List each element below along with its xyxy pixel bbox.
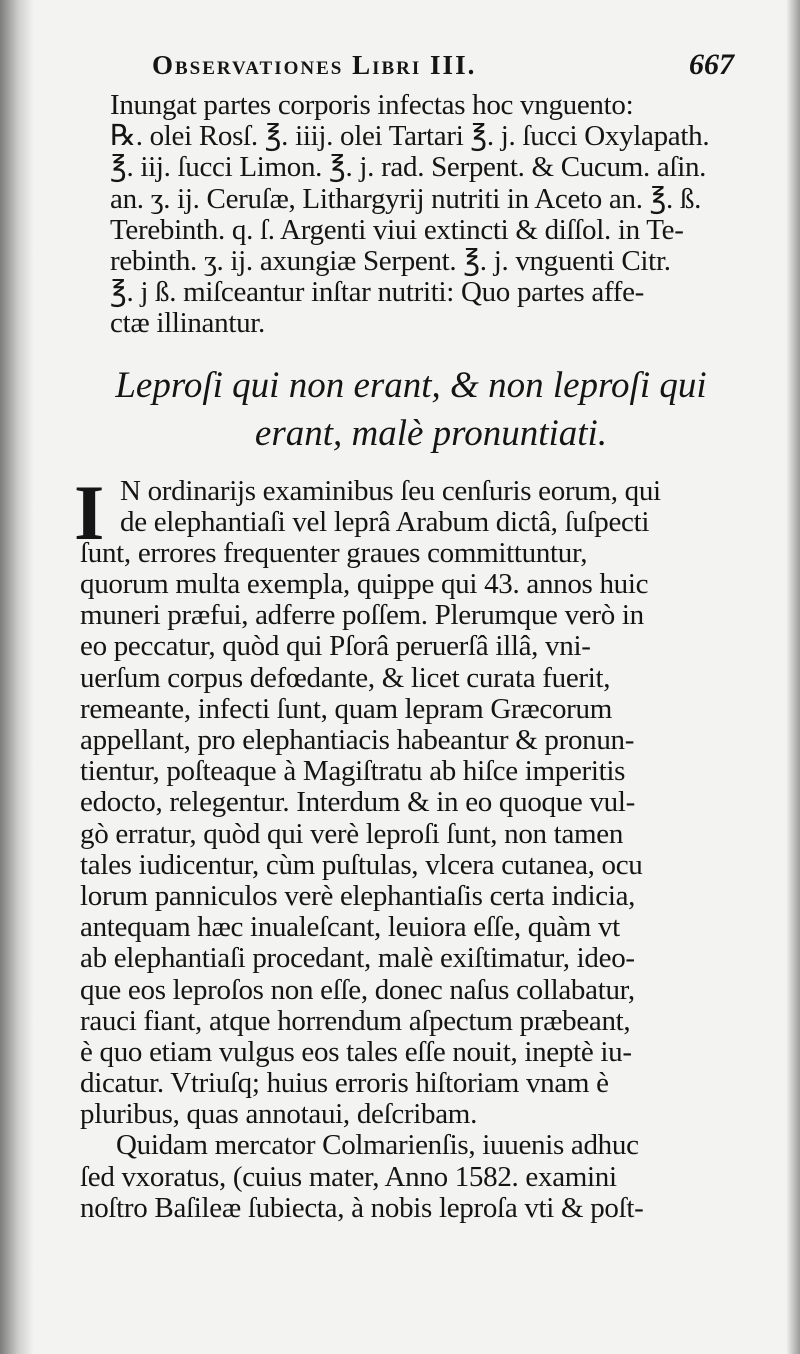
text-line: noſtro Baſileæ ſubiecta, à nobis leproſa vti & poſt-	[80, 1192, 644, 1224]
text-line: muneri præfui, adferre poſſem. Plerumque verò in	[80, 600, 644, 632]
text-line: de elephantiaſi vel leprâ Arabum dictâ, ſuſpecti	[120, 506, 650, 538]
text-line: eo peccatur, quòd qui Pſorâ peruerſâ illâ, vni-	[80, 631, 591, 663]
text-line: Terebinth. q. ſ. Argenti viui extincti & diſſol. in Te-	[110, 214, 684, 246]
text-line: quorum multa exempla, quippe qui 43. annos huic	[80, 569, 649, 601]
text-line: lorum panniculos verè elephantiaſis certa indicia,	[80, 880, 636, 912]
text-line: Inungat partes corporis infectas hoc vnguento:	[110, 90, 634, 121]
text-line: pluribus, quas annotaui, deſcribam.	[80, 1099, 478, 1131]
text-line: rebinth. ʒ. ij. axungiæ Serpent. ℥. j. vnguenti Citr.	[110, 245, 671, 277]
text-line: antequam hæc inualeſcant, leuiora eſſe, quàm vt	[80, 912, 620, 944]
text-line: tientur, poſteaque à Magiſtratu ab hiſce imperitis	[80, 756, 626, 788]
text-line: an. ʒ. ij. Ceruſæ, Lithargyrij nutriti in Aceto an. ℥. ß.	[110, 183, 702, 215]
text-line: ſunt, errores frequenter graues committuntur,	[80, 537, 588, 569]
text-line: dicatur. Vtriuſq; huius erroris hiſtoriam vnam è	[80, 1068, 609, 1100]
text-line: gò erratur, quòd qui verè leproſi ſunt, non tamen	[80, 818, 624, 850]
text-line: ℥. j ß. miſceantur inſtar nutriti: Quo partes affe-	[110, 277, 645, 309]
text-line: ab elephantiaſi procedant, malè exiſtimatur, ideo-	[80, 943, 635, 975]
prescription-block	[110, 90, 742, 340]
text-line: que eos leproſos non eſſe, donec naſus collabatur,	[80, 974, 635, 1006]
paragraph-1	[74, 468, 742, 1131]
running-title: Observationes Libri III.	[152, 50, 477, 80]
text-line: ctæ illinantur.	[110, 308, 265, 340]
text-line: edocto, relegentur. Interdum & in eo quoque vul-	[80, 787, 635, 819]
page-number: 667	[689, 48, 734, 81]
section-heading-line: erant, malè pronuntiati.	[254, 412, 608, 454]
section-heading-line: Leproſi qui non erant, & non leproſi qui	[115, 364, 707, 406]
section-heading	[80, 362, 742, 458]
text-line: Quidam mercator Colmarienſis, iuuenis adhuc	[116, 1130, 639, 1162]
drop-cap: I	[74, 468, 105, 556]
text-line: N ordinarijs examinibus ſeu cenſuris eorum, qui	[120, 475, 661, 507]
running-head	[80, 44, 742, 90]
text-line: rauci fiant, atque horrendum aſpectum præbeant,	[80, 1005, 631, 1037]
text-line: appellant, pro elephantiacis habeantur & pronun-	[80, 725, 635, 756]
text-line: è quo etiam vulgus eos tales eſſe nouit, ineptè iu-	[80, 1036, 632, 1068]
text-line: ℞. olei Rosſ. ℥. iiij. olei Tartari ℥. j. ſucci Oxylapath.	[110, 121, 710, 153]
text-line: uerſum corpus defœdante, & licet curata fuerit,	[80, 662, 611, 694]
text-line: remeante, infecti ſunt, quam lepram Græcorum	[80, 693, 612, 725]
text-line: ſed vxoratus, (cuius mater, Anno 1582. examini	[80, 1161, 617, 1193]
text-line: tales iudicentur, cùm puſtulas, vlcera cutanea, ocu	[80, 849, 643, 881]
paragraph-2	[80, 1130, 742, 1224]
text-line: ℥. iij. ſucci Limon. ℥. j. rad. Serpent. & Cucum. aſin.	[110, 152, 707, 184]
